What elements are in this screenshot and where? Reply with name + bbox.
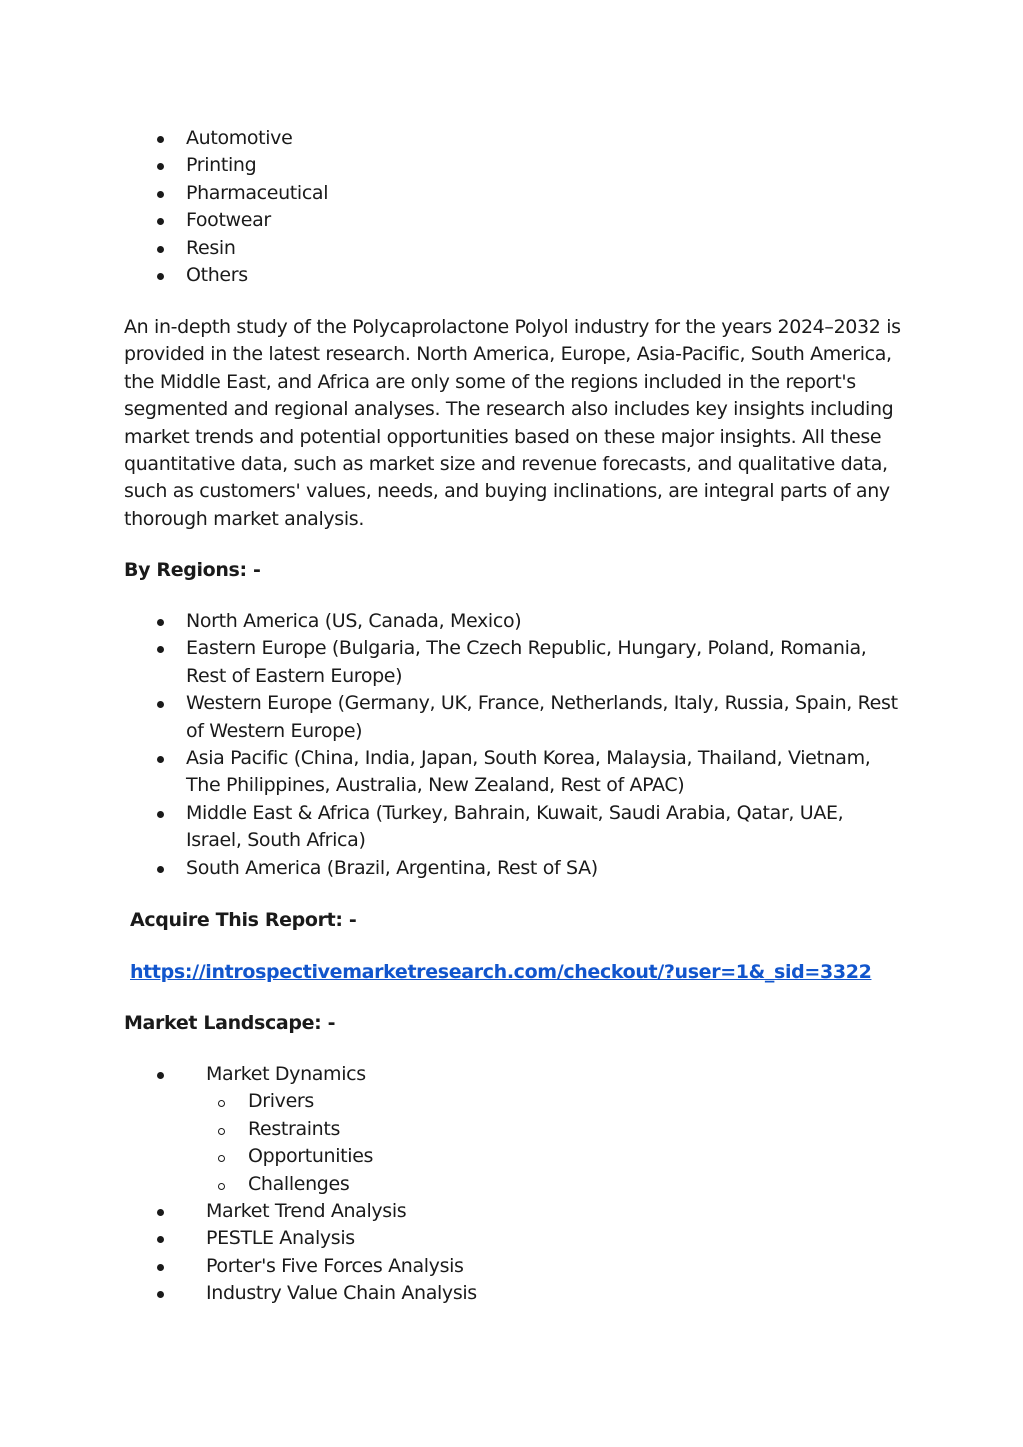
list-item-label: Market Trend Analysis — [206, 1200, 407, 1223]
list-item — [124, 855, 904, 882]
landscape-list — [124, 1061, 904, 1308]
bullet-icon — [157, 191, 164, 198]
bullet-icon — [157, 756, 164, 763]
bullet-icon — [157, 246, 164, 253]
bullet-icon — [157, 619, 164, 626]
list-item-label: North America (US, Canada, Mexico) — [186, 610, 522, 632]
bullet-icon — [157, 163, 164, 170]
circle-bullet-icon — [218, 1155, 225, 1162]
list-item-label: Eastern Europe (Bulgaria, The Czech Republic, Hungary, Poland, Romania, Rest of Eastern Europe) — [186, 637, 867, 687]
list-item-label: Market Dynamics — [206, 1063, 366, 1085]
regions-heading: By Regions: - — [124, 559, 261, 581]
bullet-icon — [157, 646, 164, 653]
list-item-label: Western Europe (Germany, UK, France, Netherlands, Italy, Russia, Spain, Rest of Western Europe) — [186, 692, 898, 742]
list-item — [124, 207, 904, 234]
list-item — [124, 1253, 904, 1280]
list-item-label: Pharmaceutical — [186, 181, 329, 204]
list-item-label: Automotive — [186, 127, 293, 149]
bullet-icon — [157, 136, 164, 143]
list-item — [124, 125, 904, 152]
list-item-label: Footwear — [186, 209, 271, 232]
bullet-icon — [157, 1236, 164, 1243]
list-item — [124, 635, 904, 690]
circle-bullet-icon — [218, 1183, 225, 1190]
list-item — [124, 235, 904, 262]
circle-bullet-icon — [218, 1128, 225, 1135]
list-item — [124, 800, 904, 855]
list-item-label: Industry Value Chain Analysis — [206, 1282, 477, 1305]
intro-paragraph: An in-depth study of the Polycaprolactone Polyol industry for the years 2024–2032 is provided in the latest research. North America, Europe, Asia-Pacific, South America, the Middle East, and Africa are only some of the regions included in the report's segmented and regional analyses. The research also includes key insights including market trends and potential opportunities based on these major insights. All these quantitative data, such as market size and revenue forecasts, and qualitative data, such as customers' values, needs, and buying inclinations, are integral parts of any thorough market analysis. — [124, 316, 901, 530]
acquire-heading: Acquire This Report: - — [130, 909, 357, 931]
list-item — [124, 1198, 904, 1225]
list-item — [124, 1061, 904, 1198]
list-item — [124, 1280, 904, 1307]
sub-list-item-label: Drivers — [248, 1090, 314, 1113]
bullet-icon — [157, 811, 164, 818]
list-item-label: Printing — [186, 154, 257, 177]
list-item-label: Asia Pacific (China, India, Japan, South Korea, Malaysia, Thailand, Vietnam, The Philippines, Australia, New Zealand, Rest of APAC) — [186, 747, 871, 797]
bullet-icon — [157, 866, 164, 873]
list-item — [124, 262, 904, 289]
list-item — [124, 608, 904, 635]
list-item — [124, 690, 904, 745]
bullet-icon — [157, 1209, 164, 1216]
sub-list-item — [206, 1143, 904, 1170]
sub-list-item-label: Opportunities — [248, 1145, 374, 1168]
application-list — [124, 125, 904, 289]
list-item — [124, 1225, 904, 1252]
list-item — [124, 152, 904, 179]
sub-list-item-label: Restraints — [248, 1117, 341, 1140]
landscape-heading: Market Landscape: - — [124, 1012, 336, 1034]
bullet-icon — [157, 701, 164, 708]
bullet-icon — [157, 1264, 164, 1271]
sub-list-item-label: Challenges — [248, 1172, 350, 1195]
bullet-icon — [157, 218, 164, 225]
list-item-label: Others — [186, 264, 248, 287]
bullet-icon — [157, 1072, 164, 1079]
circle-bullet-icon — [218, 1100, 225, 1107]
list-item-label: Porter's Five Forces Analysis — [206, 1254, 464, 1277]
sub-list-item — [206, 1171, 904, 1198]
list-item-label: Resin — [186, 236, 236, 259]
bullet-icon — [157, 1291, 164, 1298]
list-item-label: PESTLE Analysis — [206, 1227, 355, 1250]
dynamics-sublist — [206, 1088, 904, 1198]
list-item-label: South America (Brazil, Argentina, Rest of SA) — [186, 856, 598, 879]
list-item — [124, 745, 904, 800]
bullet-icon — [157, 273, 164, 280]
list-item — [124, 180, 904, 207]
checkout-link[interactable]: https://introspectivemarketresearch.com/checkout/?user=1&_sid=3322 — [130, 961, 872, 983]
list-item-label: Middle East & Africa (Turkey, Bahrain, Kuwait, Saudi Arabia, Qatar, UAE, Israel, South Africa) — [186, 801, 844, 852]
sub-list-item — [206, 1088, 904, 1115]
sub-list-item — [206, 1116, 904, 1143]
regions-list — [124, 608, 904, 882]
